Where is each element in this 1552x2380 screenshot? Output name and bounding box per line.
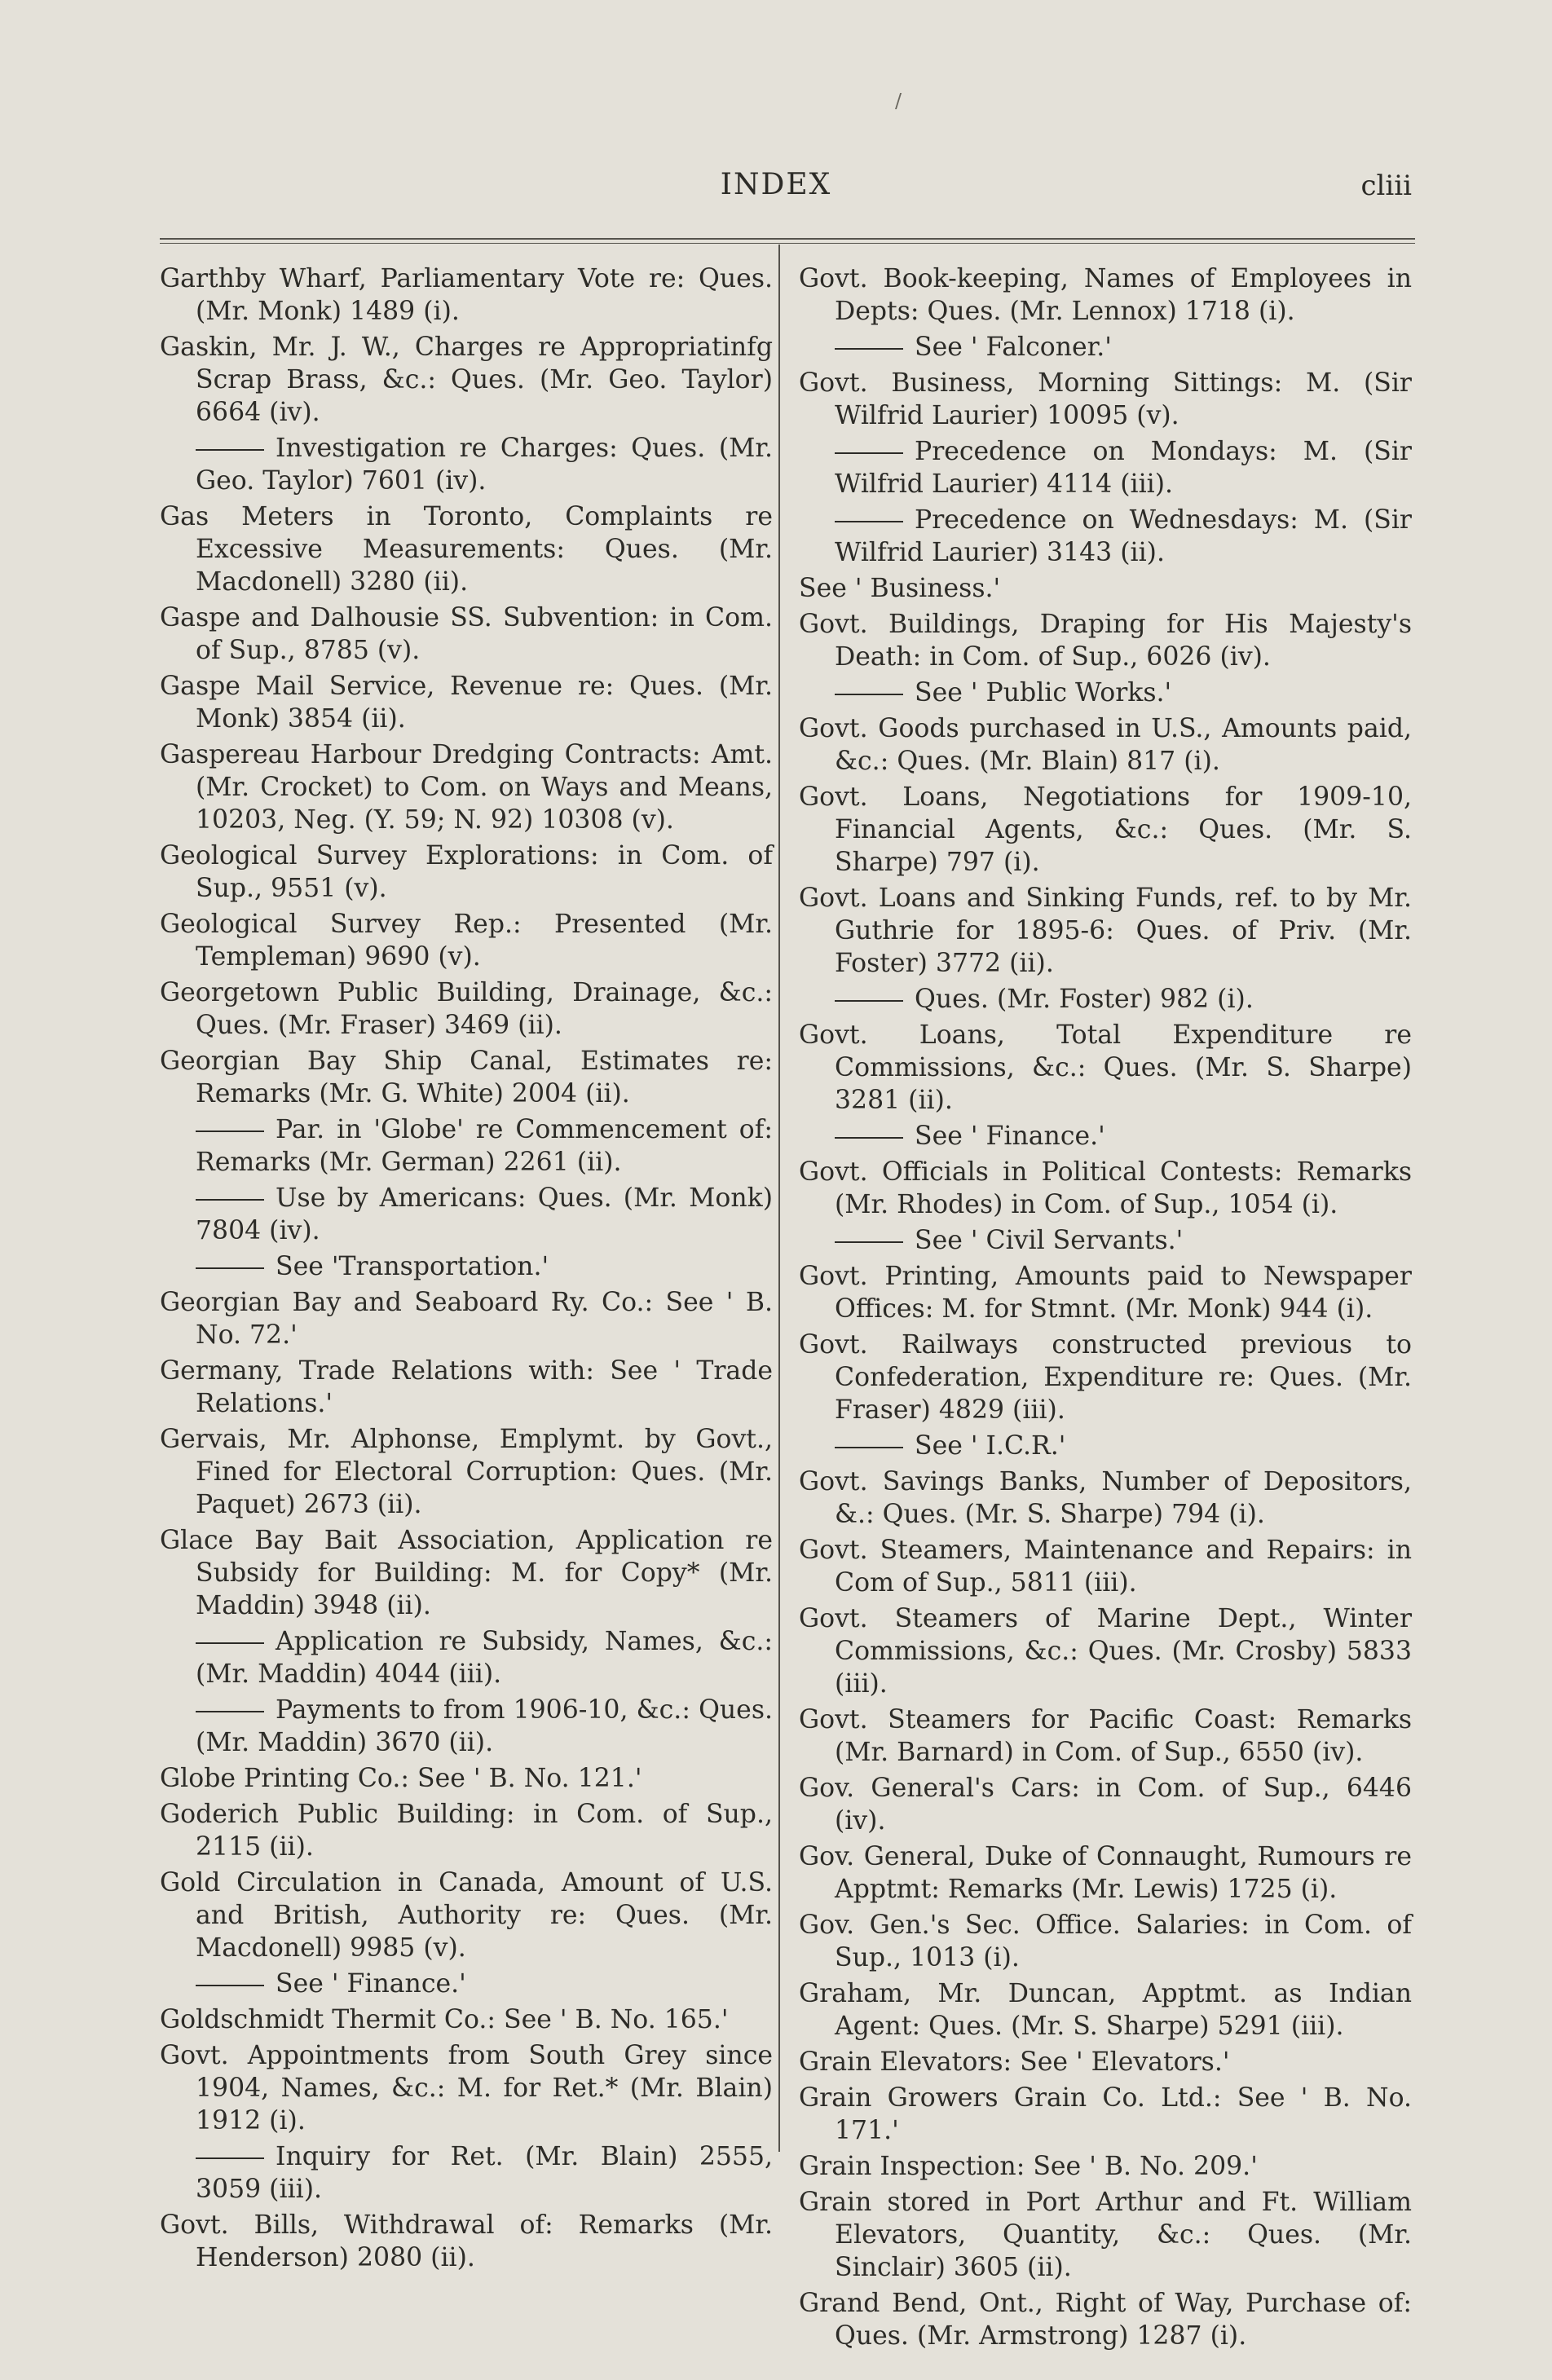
stray-mark: / [895, 90, 902, 112]
entry-text: Gas Meters in Toronto, Complaints re Excessive Measurements: Ques. (Mr. Macdonell) 3280 (ii). [160, 502, 773, 597]
index-entry [160, 1798, 773, 1863]
index-entry [160, 1524, 773, 1622]
ditto-dash [196, 1267, 264, 1269]
index-entry [799, 1465, 1412, 1531]
entry-text: Gov. General's Cars: in Com. of Sup., 6446 (iv). [799, 1774, 1412, 1836]
entry-text: Georgian Bay Ship Canal, Estimates re: Remarks (Mr. G. White) 2004 (ii). [160, 1047, 773, 1108]
entry-text: Govt. Goods purchased in U.S., Amounts paid, &c.: Ques. (Mr. Blain) 817 (i). [799, 714, 1412, 776]
ditto-dash [835, 1447, 903, 1448]
index-subentry [160, 1182, 773, 1247]
index-entry [160, 500, 773, 598]
page-title: INDEX [720, 168, 832, 201]
index-subentry [160, 1113, 773, 1179]
index-entry [799, 367, 1412, 432]
entry-text: See ' Falconer.' [915, 333, 1112, 362]
index-subentry [160, 1694, 773, 1759]
entry-text: Gold Circulation in Canada, Amount of U.S. and British, Authority re: Ques. (Mr. Macdonell) 9985 (v). [160, 1868, 773, 1963]
index-entry [160, 1045, 773, 1110]
entry-text: Application re Subsidy, Names, &c.: (Mr. Maddin) 4044 (iii). [196, 1627, 773, 1689]
index-subentry [799, 677, 1412, 709]
ditto-dash [196, 1130, 264, 1132]
entry-text: See ' Civil Servants.' [915, 1226, 1184, 1255]
left-column [160, 262, 773, 2277]
index-subentry [799, 983, 1412, 1016]
index-entry [799, 1977, 1412, 2043]
index-entry [799, 262, 1412, 328]
entry-text: Glace Bay Bait Association, Application re Subsidy for Building: M. for Copy* (Mr. Maddin) 3948 (ii). [160, 1526, 773, 1620]
entry-text: See ' Finance.' [276, 1969, 466, 1999]
entry-text: Govt. Savings Banks, Number of Depositors, &.: Ques. (Mr. S. Sharpe) 794 (i). [799, 1467, 1412, 1529]
ditto-dash [835, 348, 903, 350]
entry-text: Grand Bend, Ont., Right of Way, Purchase of: Ques. (Mr. Armstrong) 1287 (i). [799, 2289, 1412, 2351]
entry-text: See ' Business.' [799, 574, 1001, 603]
index-subentry [799, 1430, 1412, 1462]
entry-text: Geological Survey Rep.: Presented (Mr. Templeman) 9690 (v). [160, 910, 773, 972]
entry-text: Grain Growers Grain Co. Ltd.: See ' B. No. 171.' [799, 2083, 1412, 2145]
entry-text: Gov. Gen.'s Sec. Office. Salaries: in Com. of Sup., 1013 (i). [799, 1911, 1412, 1972]
index-entry [799, 781, 1412, 879]
index-subentry [160, 1625, 773, 1690]
index-entry [160, 840, 773, 905]
index-entry [799, 2287, 1412, 2352]
entry-text: See ' Finance.' [915, 1122, 1105, 1151]
ditto-dash [835, 1137, 903, 1139]
entry-text: Gervais, Mr. Alphonse, Emplymt. by Govt., Fined for Electoral Corruption: Ques. (Mr. Paquet) 2673 (ii). [160, 1425, 773, 1519]
index-entry [160, 1867, 773, 1964]
index-entry [799, 712, 1412, 778]
page-header [0, 160, 1552, 209]
ditto-dash [196, 2157, 264, 2159]
entry-text: Graham, Mr. Duncan, Apptmt. as Indian Agent: Ques. (Mr. S. Sharpe) 5291 (iii). [799, 1979, 1412, 2041]
index-entry [160, 2209, 773, 2274]
index-entry [160, 331, 773, 429]
ditto-dash [835, 1000, 903, 1002]
entry-text: Germany, Trade Relations with: See ' Trade Relations.' [160, 1356, 773, 1418]
entry-text: Grain stored in Port Arthur and Ft. William Elevators, Quantity, &c.: Ques. (Mr. Sinclair) 3605 (ii). [799, 2188, 1412, 2282]
entry-text: Govt. Book-keeping, Names of Employees in Depts: Ques. (Mr. Lennox) 1718 (i). [799, 264, 1412, 326]
index-entry [799, 1840, 1412, 1906]
entry-text: Govt. Business, Morning Sittings: M. (Sir Wilfrid Laurier) 10095 (v). [799, 368, 1412, 430]
index-entry [799, 1260, 1412, 1325]
entry-text: Govt. Steamers, Maintenance and Repairs: in Com of Sup., 5811 (iii). [799, 1536, 1412, 1598]
entry-text: See ' Public Works.' [915, 678, 1172, 707]
index-entry [799, 1703, 1412, 1769]
entry-text: Goderich Public Building: in Com. of Sup., 2115 (ii). [160, 1800, 773, 1862]
entry-text: Georgetown Public Building, Drainage, &c.: Ques. (Mr. Fraser) 3469 (ii). [160, 978, 773, 1040]
column-divider [778, 245, 780, 2152]
ditto-dash [196, 449, 264, 451]
ditto-dash [196, 1985, 264, 1986]
index-subentry [160, 1968, 773, 2000]
entry-text: Grain Elevators: See ' Elevators.' [799, 2047, 1230, 2077]
entry-text: Govt. Steamers of Marine Dept., Winter Commissions, &c.: Ques. (Mr. Crosby) 5833 (iii). [799, 1604, 1412, 1699]
index-entry [799, 882, 1412, 980]
entry-text: Par. in 'Globe' re Commencement of: Remarks (Mr. German) 2261 (ii). [196, 1115, 773, 1177]
index-entry [799, 2186, 1412, 2284]
ditto-dash [835, 1241, 903, 1243]
ditto-dash [196, 1199, 264, 1201]
index-entry [160, 2003, 773, 2036]
entry-text: Grain Inspection: See ' B. No. 209.' [799, 2152, 1258, 2181]
entry-text: Govt. Loans and Sinking Funds, ref. to by Mr. Guthrie for 1895-6: Ques. of Priv. (Mr. Foster) 3772 (ii). [799, 884, 1412, 978]
index-entry [799, 1534, 1412, 1599]
entry-text: Govt. Steamers for Pacific Coast: Remarks (Mr. Barnard) in Com. of Sup., 6550 (iv). [799, 1705, 1412, 1767]
index-entry [160, 908, 773, 973]
entry-text: Gov. General, Duke of Connaught, Rumours re Apptmt: Remarks (Mr. Lewis) 1725 (i). [799, 1842, 1412, 1904]
index-subentry [160, 1250, 773, 1283]
entry-text: Ques. (Mr. Foster) 982 (i). [915, 985, 1254, 1014]
index-entry [799, 1156, 1412, 1221]
index-entry [160, 1423, 773, 1521]
index-entry [160, 976, 773, 1042]
index-subentry [799, 504, 1412, 569]
entry-text: Gaspe and Dalhousie SS. Subvention: in Com. of Sup., 8785 (v). [160, 603, 773, 665]
entry-text: Goldschmidt Thermit Co.: See ' B. No. 165.' [160, 2005, 729, 2034]
entry-text: Payments to from 1906-10, &c.: Ques. (Mr. Maddin) 3670 (ii). [196, 1695, 773, 1757]
index-entry [799, 1329, 1412, 1426]
index-entry [799, 2046, 1412, 2078]
entry-text: Govt. Loans, Negotiations for 1909-10, Financial Agents, &c.: Ques. (Mr. S. Sharpe) 797 (i). [799, 782, 1412, 877]
entry-text: Gaspe Mail Service, Revenue re: Ques. (Mr. Monk) 3854 (ii). [160, 672, 773, 734]
index-subentry [799, 435, 1412, 500]
page-number: cliii [1360, 170, 1412, 202]
ditto-dash [196, 1711, 264, 1712]
index-subentry [160, 2140, 773, 2206]
right-column [799, 262, 1412, 2356]
entry-text: Gaspereau Harbour Dredging Contracts: Amt. (Mr. Crocket) to Com. on Ways and Means, 10203, Neg. (Y. 59; N. 92) 10308 (v). [160, 740, 773, 835]
entry-text: See 'Transportation.' [276, 1252, 549, 1281]
index-subentry [799, 331, 1412, 364]
index-entry [160, 1762, 773, 1795]
entry-text: Globe Printing Co.: See ' B. No. 121.' [160, 1764, 642, 1793]
index-entry [160, 262, 773, 328]
entry-text: Govt. Officials in Political Contests: Remarks (Mr. Rhodes) in Com. of Sup., 1054 (i). [799, 1157, 1412, 1219]
index-entry [160, 738, 773, 836]
entry-text: Govt. Loans, Total Expenditure re Commissions, &c.: Ques. (Mr. S. Sharpe) 3281 (ii). [799, 1020, 1412, 1115]
entry-text: Govt. Printing, Amounts paid to Newspaper Offices: M. for Stmnt. (Mr. Monk) 944 (i). [799, 1262, 1412, 1324]
index-entry [160, 602, 773, 667]
entry-text: Investigation re Charges: Ques. (Mr. Geo. Taylor) 7601 (iv). [196, 434, 773, 496]
index-entry [799, 608, 1412, 673]
entry-text: Precedence on Mondays: M. (Sir Wilfrid Laurier) 4114 (iii). [835, 437, 1412, 499]
ditto-dash [835, 694, 903, 695]
index-entry [160, 670, 773, 735]
entry-text: Precedence on Wednesdays: M. (Sir Wilfrid Laurier) 3143 (ii). [835, 505, 1412, 567]
ditto-dash [835, 452, 903, 454]
entry-text: Use by Americans: Ques. (Mr. Monk) 7804 (iv). [196, 1183, 773, 1245]
index-entry [799, 1909, 1412, 1974]
header-rule [160, 238, 1415, 244]
entry-text: Govt. Appointments from South Grey since 1904, Names, &c.: M. for Ret.* (Mr. Blain) 1912 (i). [160, 2041, 773, 2135]
entry-text: Garthby Wharf, Parliamentary Vote re: Ques. (Mr. Monk) 1489 (i). [160, 264, 773, 326]
entry-text: Inquiry for Ret. (Mr. Blain) 2555, 3059 (iii). [196, 2142, 773, 2204]
entry-text: Georgian Bay and Seaboard Ry. Co.: See ' B. No. 72.' [160, 1288, 773, 1350]
index-entry [160, 1286, 773, 1351]
index-subentry [799, 1224, 1412, 1257]
index-entry [799, 2082, 1412, 2147]
index-entry [160, 1355, 773, 1420]
index-entry [799, 2150, 1412, 2183]
index-entry [799, 1772, 1412, 1837]
entry-text: Gaskin, Mr. J. W., Charges re Appropriatinfg Scrap Brass, &c.: Ques. (Mr. Geo. Taylor) 6664 (iv). [160, 333, 773, 427]
index-entry [160, 2039, 773, 2137]
entry-text: See ' I.C.R.' [915, 1431, 1066, 1461]
index-subentry [799, 1120, 1412, 1153]
index-entry [799, 1019, 1412, 1117]
entry-text: Geological Survey Explorations: in Com. of Sup., 9551 (v). [160, 841, 773, 903]
index-subentry [160, 432, 773, 497]
ditto-dash [835, 521, 903, 522]
index-entry [799, 1602, 1412, 1700]
entry-text: Govt. Railways constructed previous to Confederation, Expenditure re: Ques. (Mr. Fraser) 4829 (iii). [799, 1330, 1412, 1425]
entry-text: Govt. Buildings, Draping for His Majesty's Death: in Com. of Sup., 6026 (iv). [799, 610, 1412, 672]
entry-text: Govt. Bills, Withdrawal of: Remarks (Mr. Henderson) 2080 (ii). [160, 2210, 773, 2272]
index-entry [799, 572, 1412, 605]
ditto-dash [196, 1642, 264, 1644]
